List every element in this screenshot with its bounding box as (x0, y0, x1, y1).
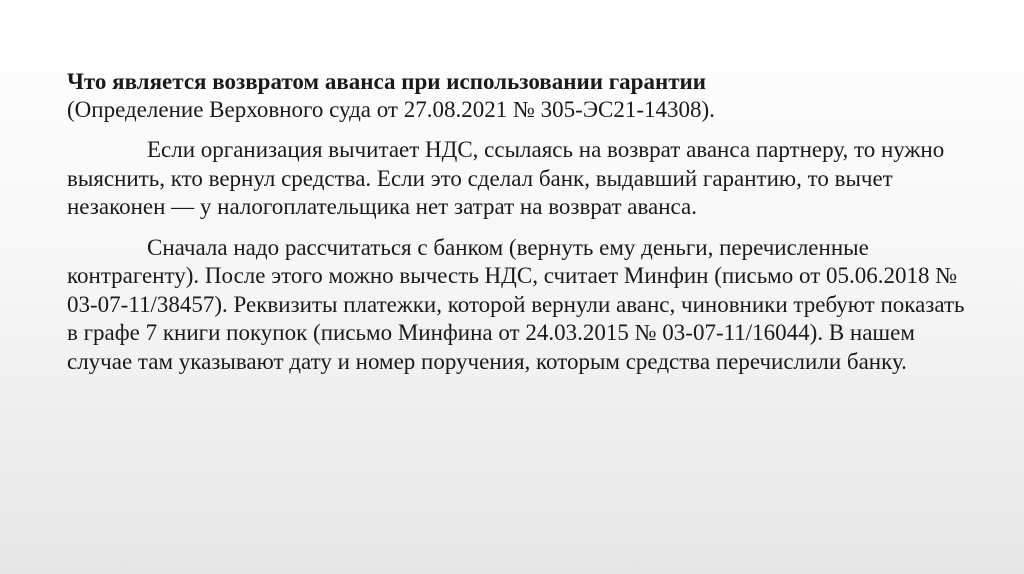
heading-reference: (Определение Верховного суда от 27.08.2021 № 305-ЭС21-14308). (67, 97, 715, 122)
paragraph-1: Если организация вычитает НДС, ссылаясь на возврат аванса партнеру, то нужно выяснить, кто вернул средства. Если это сделал банк, выдавший гарантию, то вычет незаконен — у налогоплательщика нет затрат на возврат аванса. (67, 137, 945, 219)
slide-content (67, 68, 967, 388)
paragraph-2: Сначала надо рассчитаться с банком (вернуть ему деньги, перечисленные контрагенту). После этого можно вычесть НДС, считает Минфин (письмо от 05.06.2018 № 03-07-11/38457). Реквизиты платежки, которой вернули аванс, чиновники требуют показать в графе 7 книги покупок (письмо Минфина от 24.03.2015 № 03-07-11/16044). В нашем случае там указывают дату и номер поручения, которым средства перечислили банку. (67, 234, 965, 374)
slide-heading (67, 68, 967, 124)
heading-title: Что является возвратом аванса при использовании гарантии (67, 69, 707, 94)
